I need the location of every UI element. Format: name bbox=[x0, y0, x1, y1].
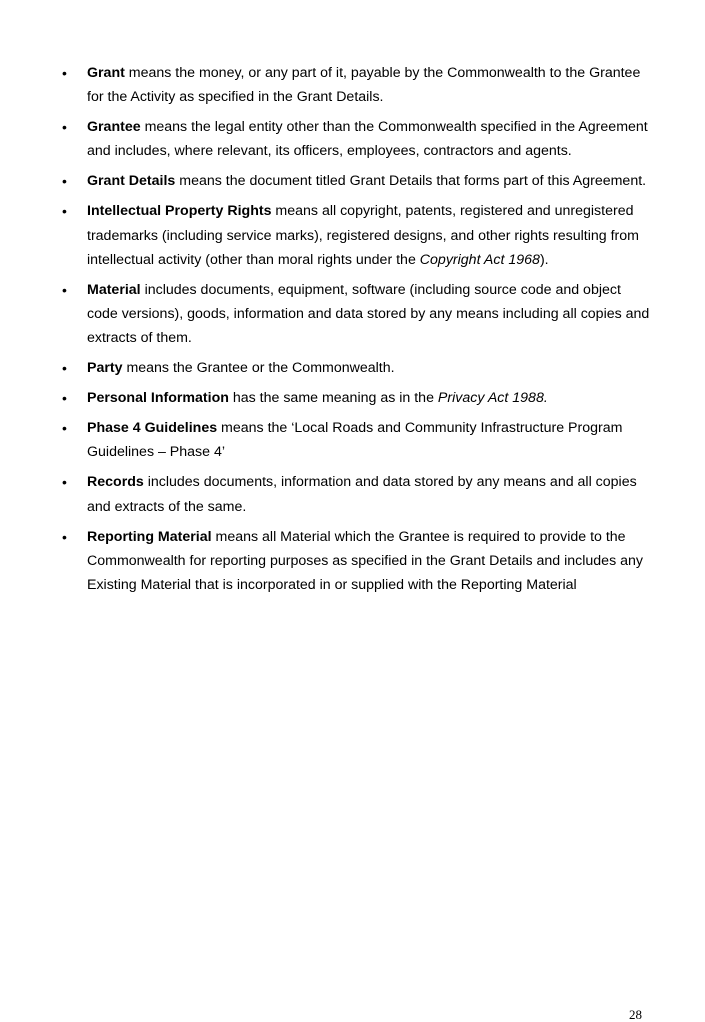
definition-text: means the legal entity other than the Commonwealth specified in the Agreement and includes, where relevant, its officers, employees, contractors and agents. bbox=[87, 119, 648, 160]
bullet-icon: • bbox=[62, 65, 67, 81]
bullet-icon: • bbox=[62, 420, 67, 437]
definitions-list bbox=[62, 61, 652, 603]
definition-term: Party bbox=[87, 360, 123, 377]
bullet-icon: • bbox=[62, 474, 67, 491]
definition-text: means the money, or any part of it, payable by the Commonwealth to the Grantee for the Activity as specified in the Grant Details. bbox=[87, 65, 641, 106]
definition-term: Records bbox=[87, 474, 144, 491]
definition-term: Grant bbox=[87, 65, 125, 81]
definition-item bbox=[62, 199, 652, 272]
bullet-icon: • bbox=[62, 528, 67, 545]
definition-term: Phase 4 Guidelines bbox=[87, 420, 218, 437]
definition-item bbox=[62, 525, 652, 598]
definition-item bbox=[62, 61, 652, 109]
definition-term: Material bbox=[87, 281, 141, 298]
definition-text: includes documents, information and data stored by any means and all copies and extracts of the same. bbox=[87, 474, 637, 515]
bullet-icon: • bbox=[62, 173, 67, 190]
definition-text-end: ). bbox=[539, 251, 549, 268]
definition-item bbox=[62, 356, 652, 380]
definition-text: includes documents, equipment, software (including source code and object code versions), goods, information and data stored by any means including all copies and extracts of them. bbox=[87, 281, 650, 347]
definition-text: means the document titled Grant Details that forms part of this Agreement. bbox=[175, 173, 647, 190]
definition-item bbox=[62, 115, 652, 163]
bullet-icon: • bbox=[62, 203, 67, 220]
bullet-icon: • bbox=[62, 390, 67, 407]
page-number: 28 bbox=[629, 1007, 642, 1022]
definition-item bbox=[62, 386, 652, 410]
bullet-icon: • bbox=[62, 119, 67, 136]
definition-item bbox=[62, 416, 652, 464]
definition-term: Intellectual Property Rights bbox=[87, 203, 272, 220]
definition-term: Grant Details bbox=[87, 173, 176, 190]
definition-text: means the Grantee or the Commonwealth. bbox=[122, 360, 395, 377]
definition-term: Grantee bbox=[87, 119, 141, 136]
definition-item bbox=[62, 278, 652, 351]
act-title: Privacy Act 1988. bbox=[437, 390, 548, 407]
definition-item bbox=[62, 470, 652, 518]
definition-text: means all copyright, patents, registered and unregistered trademarks (including service marks), registered designs, and other rights resulting from intellectual activity (other than moral rights under the bbox=[87, 203, 639, 268]
bullet-icon: • bbox=[62, 360, 67, 377]
definition-text: means all Material which the Grantee is required to provide to the Commonwealth for reporting purposes as specified in the Grant Details and includes any Existing Material that is incorporated in or supplied with the Reporting Material bbox=[87, 528, 643, 594]
definition-text: has the same meaning as in the bbox=[228, 390, 438, 407]
bullet-icon: • bbox=[62, 281, 67, 298]
definition-text: means the ‘Local Roads and Community Infrastructure Program Guidelines – Phase 4’ bbox=[87, 420, 623, 461]
act-title: Copyright Act 1968 bbox=[419, 251, 540, 268]
definition-item bbox=[62, 169, 652, 193]
definition-term: Personal Information bbox=[87, 390, 229, 407]
definition-term: Reporting Material bbox=[87, 528, 212, 545]
